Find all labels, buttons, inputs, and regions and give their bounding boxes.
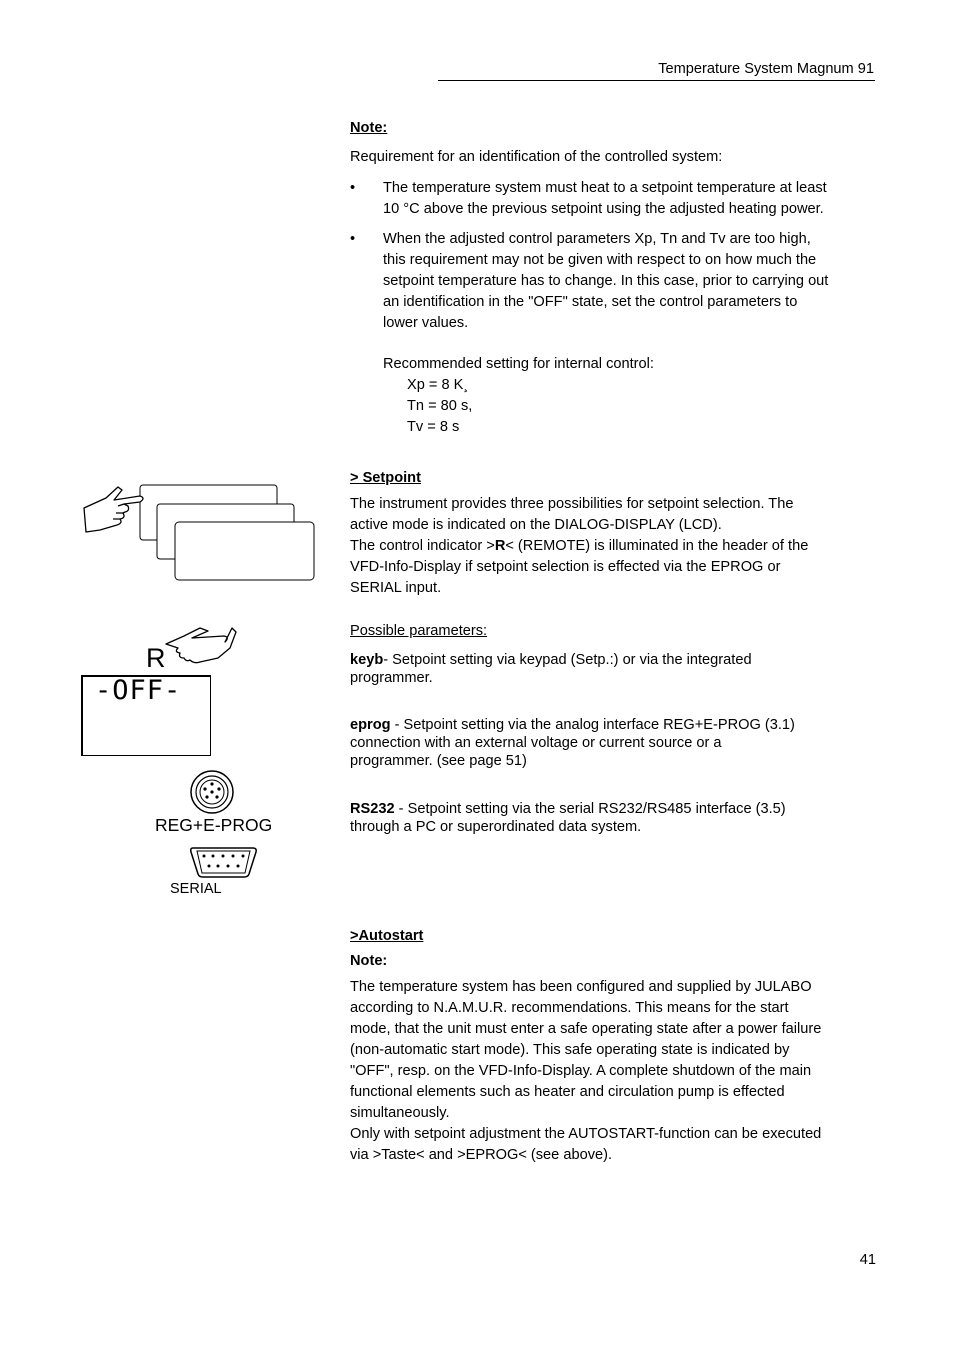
setpoint-heading [350, 468, 880, 489]
remote-indicator-letter: R [146, 643, 166, 673]
bullet-2-line: When the adjusted control parameters Xp, Tn and Tv are too high, [383, 231, 811, 247]
bullet-item-1 [350, 178, 880, 220]
autostart-line: Only with setpoint adjustment the AUTOSTART-function can be executed [350, 1126, 822, 1142]
param-desc: - Setpoint setting via the serial RS232/RS485 interface (3.5) [394, 801, 786, 817]
autostart-heading [350, 926, 880, 947]
param-rs232 [350, 800, 912, 836]
bullet-2-line: an identification in the "OFF" state, set the control parameters to [383, 294, 798, 310]
setpoint-line: SERIAL input. [350, 580, 442, 596]
param-desc: - Setpoint setting via keypad (Setp.:) or via the integrated [383, 652, 752, 668]
serial-label: SERIAL [170, 881, 222, 897]
autostart-line: "OFF", resp. on the VFD-Info-Display. A complete shutdown of the main [350, 1063, 812, 1079]
param-desc: connection with an external voltage or current source or a [350, 735, 722, 751]
autostart-body [350, 977, 880, 1166]
setpoint-description [350, 494, 880, 599]
recommended-block [383, 354, 654, 438]
setpoint-line: VFD-Info-Display if setpoint selection is effected via the EPROG or [350, 559, 781, 575]
bullet-dot: • [350, 231, 356, 247]
param-key: RS232 [350, 801, 395, 817]
note-heading: Note: [350, 120, 388, 136]
round-connector-icon [189, 769, 235, 815]
autostart-line: according to N.A.M.U.R. recommendations. This means for the start [350, 1000, 789, 1016]
autostart-line: simultaneously. [350, 1105, 450, 1121]
pointing-hand-icon [160, 624, 240, 666]
autostart-line: (non-automatic start mode). This safe operating state is indicated by [350, 1042, 790, 1058]
recommended-label: Recommended setting for internal control: [383, 356, 654, 372]
connector-label: REG+E-PROG [155, 815, 273, 835]
autostart-line: mode, that the unit must enter a safe operating state after a power failure [350, 1021, 822, 1037]
remote-pre: The control indicator > [350, 538, 495, 554]
param-desc: programmer. (see page 51) [350, 753, 527, 769]
autostart-line: functional elements such as heater and circulation pump is effected [350, 1084, 785, 1100]
setting-tv: Tv = 8 s [407, 419, 460, 435]
setting-xp: Xp = 8 K¸ [407, 377, 469, 393]
setpoint-line: active mode is indicated on the DIALOG-DISPLAY (LCD). [350, 517, 722, 533]
running-header: Temperature System Magnum 91 [658, 61, 874, 77]
autostart-note-label: Note: [350, 953, 388, 969]
possible-parameters-label: Possible parameters: [350, 623, 488, 639]
param-eprog [350, 716, 912, 770]
param-desc: - Setpoint setting via the analog interface REG+E-PROG (3.1) [390, 717, 795, 733]
autostart-line: The temperature system has been configured and supplied by JULABO [350, 979, 812, 995]
param-key: eprog [350, 717, 391, 733]
setpoint-heading-text: > Setpoint [350, 470, 421, 486]
stacked-screens-icon [80, 482, 320, 586]
possible-parameters [350, 621, 880, 642]
page-number: 41 [859, 1252, 876, 1268]
setting-tn: Tn = 80 s, [407, 398, 473, 414]
bullet-2-line: setpoint temperature has to change. In this case, prior to carrying out [383, 273, 829, 289]
setpoint-line: The instrument provides three possibilities for setpoint selection. The [350, 496, 794, 512]
pointing-hand-icon [84, 487, 143, 532]
param-key: keyb [350, 652, 384, 668]
remote-post: < (REMOTE) is illuminated in the header of the [505, 538, 809, 554]
param-desc: programmer. [350, 670, 433, 686]
bullet-1-line: 10 °C above the previous setpoint using the adjusted heating power. [383, 201, 824, 217]
autostart-note [350, 951, 880, 972]
autostart-heading-text: >Autostart [350, 928, 424, 944]
bullet-item-2 [350, 229, 880, 339]
bullet-2-line: lower values. [383, 315, 469, 331]
setpoint-line-remote [350, 536, 880, 557]
autostart-line: via >Taste< and >EPROG< (see above). [350, 1147, 613, 1163]
header-rule [438, 80, 875, 81]
bullet-dot: • [350, 180, 356, 196]
param-keyb [350, 651, 912, 687]
bullet-2-line: this requirement may not be given with respect to on how much the [383, 252, 817, 268]
dsub-serial-connector-icon [189, 845, 259, 881]
note-intro: Requirement for an identification of the controlled system: [350, 149, 723, 165]
param-desc: through a PC or superordinated data system. [350, 819, 642, 835]
bullet-1-line: The temperature system must heat to a setpoint temperature at least [383, 180, 827, 196]
lcd-off-text: -OFF- [95, 675, 182, 706]
remote-bold: R [494, 538, 506, 554]
note-section [350, 118, 880, 139]
